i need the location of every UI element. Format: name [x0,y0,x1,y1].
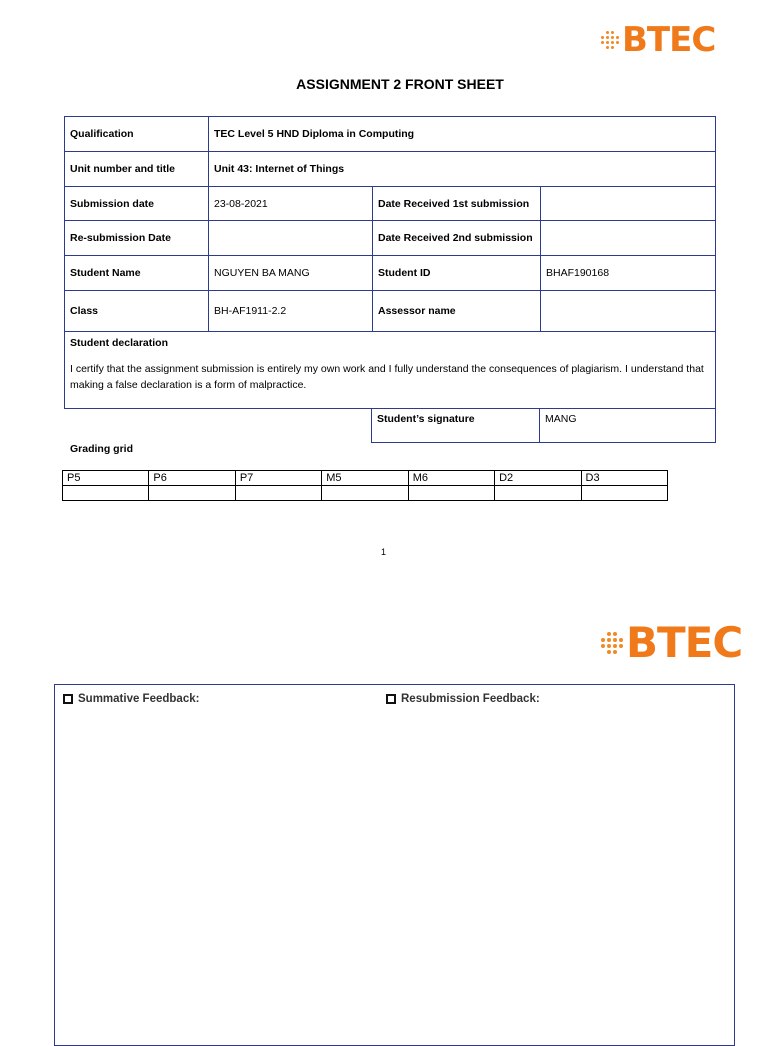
grade-cell [149,486,235,501]
grade-cell [63,486,149,501]
signature-table [371,408,716,443]
logo-dots-icon [601,632,623,654]
grading-value-row [63,486,668,501]
assessor-label: Assessor name [373,291,541,332]
grading-header-row [63,471,668,486]
grading-grid [62,470,668,501]
checkbox-icon[interactable] [386,694,396,704]
submission-date-label: Submission date [65,187,209,221]
qualification-value: TEC Level 5 HND Diploma in Computing [209,117,716,152]
logo-text: BTEC [622,20,716,60]
grade-criterion: P5 [63,471,149,486]
class-label: Class [65,291,209,332]
student-id-label: Student ID [373,256,541,291]
grading-grid-title: Grading grid [70,443,133,455]
checkbox-icon[interactable] [63,694,73,704]
date-received-2-value [541,221,716,256]
student-name-value: NGUYEN BA MANG [209,256,373,291]
resubmission-feedback [386,693,540,705]
grade-criterion: M5 [322,471,408,486]
logo-dots-icon [601,31,619,49]
date-received-1-value [541,187,716,221]
grade-cell [581,486,667,501]
logo-text: BTEC [626,618,743,667]
grade-cell [495,486,581,501]
qualification-label: Qualification [65,117,209,152]
btec-logo [601,20,715,60]
grade-cell [408,486,494,501]
grade-cell [235,486,321,501]
student-id-value: BHAF190168 [541,256,716,291]
signature-value: MANG [540,409,716,443]
resubmission-date-label: Re-submission Date [65,221,209,256]
date-received-2-label: Date Received 2nd submission [373,221,541,256]
assessor-value [541,291,716,332]
grade-criterion: D2 [495,471,581,486]
date-received-1-label: Date Received 1st submission [373,187,541,221]
page-number: 1 [381,547,387,557]
declaration-text: I certify that the assignment submission is entirely my own work and I fully understand the consequences of plagiarism. I understand that making a false declaration is a form of malpractice. [70,363,704,391]
front-sheet-table [64,116,716,409]
btec-logo [601,618,742,667]
submission-date-value: 23-08-2021 [209,187,373,221]
resubmission-feedback-label: Resubmission Feedback: [401,693,540,705]
grade-criterion: D3 [581,471,667,486]
unit-label: Unit number and title [65,152,209,187]
page-title: ASSIGNMENT 2 FRONT SHEET [296,76,504,92]
declaration-title: Student declaration [70,337,169,349]
student-declaration [65,332,716,409]
summative-feedback-label: Summative Feedback: [78,693,200,705]
summative-feedback [63,693,199,705]
grade-criterion: P7 [235,471,321,486]
resubmission-date-value [209,221,373,256]
student-name-label: Student Name [65,256,209,291]
class-value: BH-AF1911-2.2 [209,291,373,332]
grade-criterion: M6 [408,471,494,486]
signature-label: Student’s signature [372,409,540,443]
grade-criterion: P6 [149,471,235,486]
grade-cell [322,486,408,501]
feedback-box [54,684,735,1046]
unit-value: Unit 43: Internet of Things [209,152,716,187]
